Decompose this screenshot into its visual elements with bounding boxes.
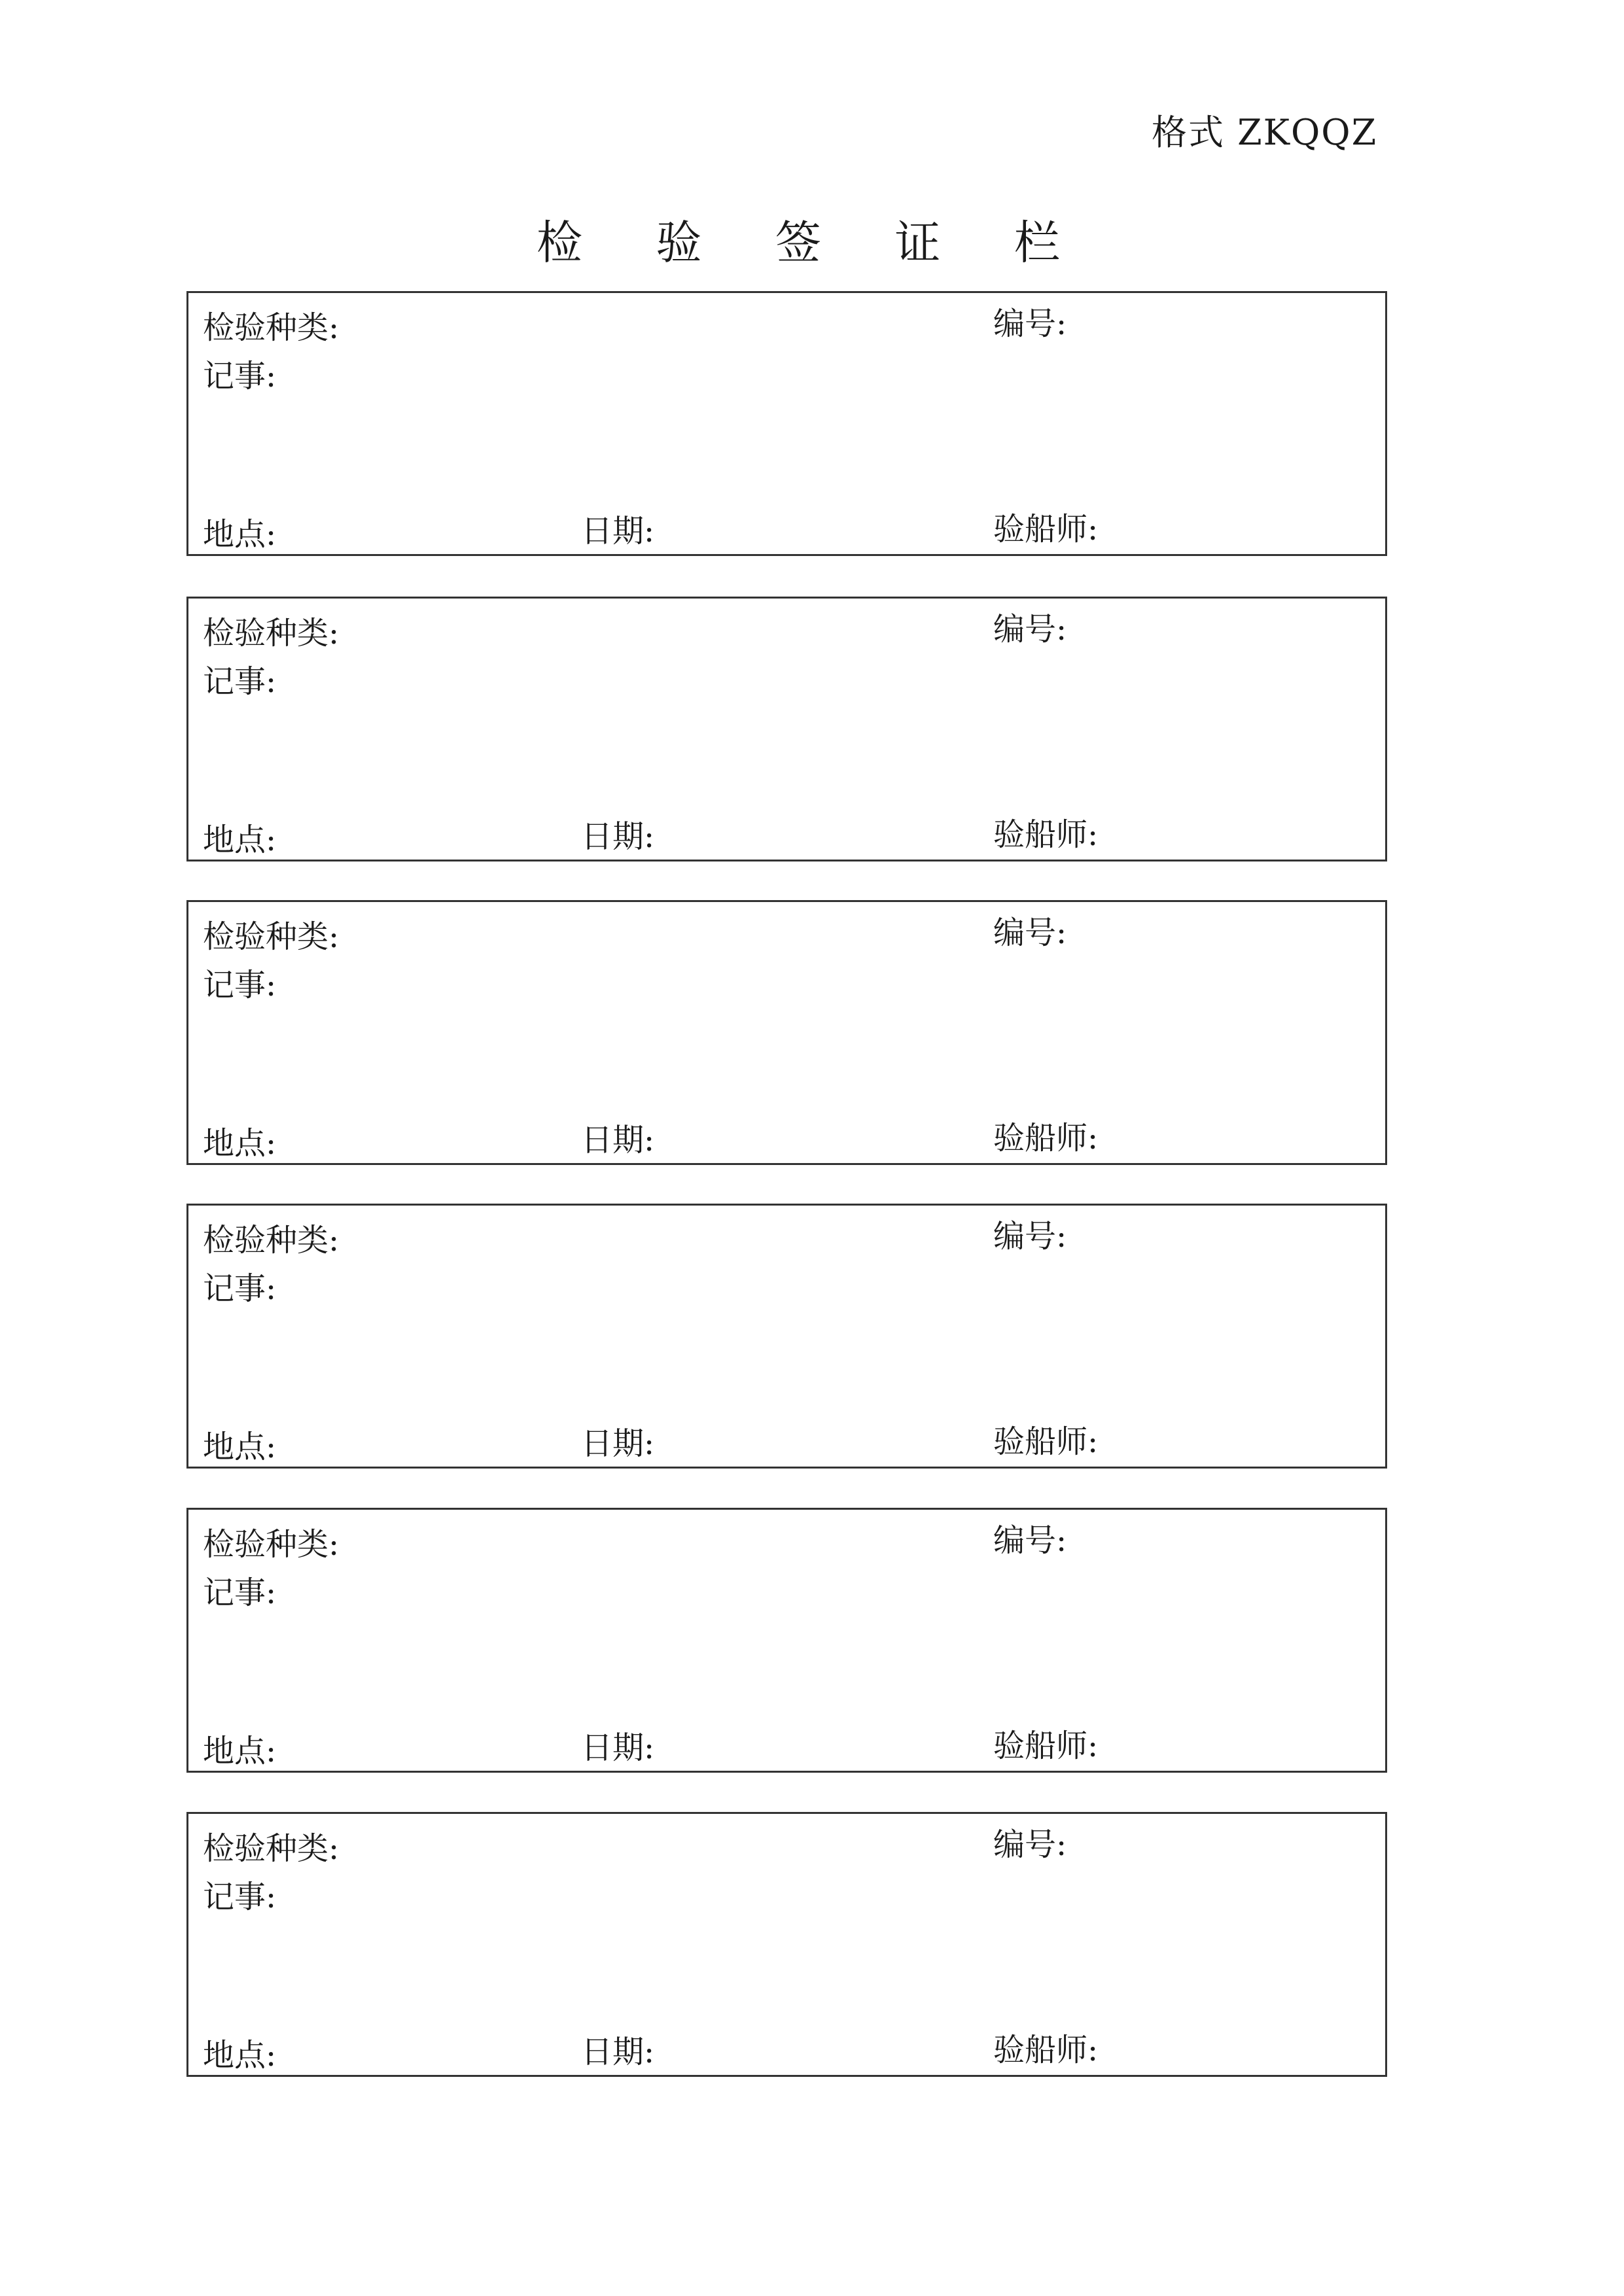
- inspection-type-label: [203, 302, 339, 347]
- inspection-type-label: [203, 608, 339, 653]
- place-label: [203, 1118, 276, 1163]
- surveyor-label: [993, 1416, 1098, 1461]
- number-label: [993, 1515, 1067, 1560]
- title-char: 签: [775, 216, 821, 270]
- date-label-text: 日期:: [581, 1730, 655, 1766]
- number-label-text: 编号:: [993, 305, 1067, 342]
- title-char: 验: [656, 216, 702, 270]
- date-label: [581, 1115, 654, 1160]
- inspection-type-label: [203, 1215, 339, 1260]
- date-label: [581, 506, 654, 551]
- date-label-text: 日期:: [581, 1122, 655, 1158]
- notes-label: [203, 351, 276, 396]
- place-label: [203, 509, 276, 554]
- inspection-box-3: [186, 900, 1387, 1165]
- number-label-text: 编号:: [993, 1522, 1067, 1559]
- inspection-type-label-text: 检验种类:: [203, 615, 340, 652]
- number-label: [993, 1211, 1067, 1256]
- surveyor-label-text: 验船师:: [993, 816, 1099, 853]
- place-label: [203, 814, 276, 860]
- surveyor-label-text: 验船师:: [993, 2032, 1099, 2068]
- surveyor-label-text: 验船师:: [993, 511, 1099, 548]
- number-label: [993, 298, 1067, 343]
- notes-label-text: 记事:: [203, 358, 277, 394]
- notes-label: [203, 656, 276, 701]
- title-char: 栏: [1014, 216, 1060, 270]
- place-label-text: 地点:: [203, 822, 277, 858]
- number-label-text: 编号:: [993, 1826, 1067, 1863]
- place-label-text: 地点:: [203, 2037, 277, 2074]
- notes-label: [203, 1871, 276, 1917]
- inspection-box-5: [186, 1508, 1387, 1773]
- number-label-text: 编号:: [993, 611, 1067, 648]
- notes-label: [203, 960, 276, 1005]
- inspection-type-label: [203, 911, 339, 956]
- inspection-type-label: [203, 1823, 339, 1868]
- place-label: [203, 1421, 276, 1467]
- date-label-text: 日期:: [581, 1425, 655, 1462]
- notes-label-text: 记事:: [203, 1270, 277, 1307]
- notes-label: [203, 1567, 276, 1612]
- inspection-box-6: [186, 1812, 1387, 2077]
- number-label: [993, 604, 1067, 649]
- surveyor-label-text: 验船师:: [993, 1120, 1099, 1157]
- number-label-text: 编号:: [993, 914, 1067, 951]
- inspection-type-label-text: 检验种类:: [203, 918, 340, 955]
- surveyor-label: [993, 504, 1098, 549]
- title-char: 证: [894, 216, 941, 270]
- date-label: [581, 1722, 654, 1767]
- notes-label-text: 记事:: [203, 1879, 277, 1915]
- place-label: [203, 1726, 276, 1771]
- inspection-type-label-text: 检验种类:: [203, 1526, 340, 1563]
- surveyor-label: [993, 1720, 1098, 1765]
- place-label-text: 地点:: [203, 1733, 277, 1769]
- place-label-text: 地点:: [203, 516, 277, 553]
- date-label: [581, 1418, 654, 1463]
- inspection-box-4: [186, 1204, 1387, 1469]
- notes-label-text: 记事:: [203, 663, 277, 700]
- inspection-type-label: [203, 1519, 339, 1564]
- inspection-box-2: [186, 597, 1387, 861]
- page-title: [537, 206, 1060, 272]
- surveyor-label-text: 验船师:: [993, 1728, 1099, 1764]
- inspection-type-label-text: 检验种类:: [203, 1830, 340, 1867]
- surveyor-label-text: 验船师:: [993, 1423, 1099, 1460]
- date-label: [581, 2026, 654, 2072]
- date-label-text: 日期:: [581, 818, 655, 855]
- format-code: 格式 ZKQQZ: [1152, 112, 1378, 153]
- notes-label-text: 记事:: [203, 967, 277, 1003]
- date-label: [581, 811, 654, 856]
- place-label-text: 地点:: [203, 1125, 277, 1162]
- date-label-text: 日期:: [581, 513, 655, 549]
- surveyor-label: [993, 809, 1098, 854]
- notes-label-text: 记事:: [203, 1574, 277, 1611]
- number-label: [993, 907, 1067, 952]
- inspection-type-label-text: 检验种类:: [203, 309, 340, 346]
- title-char: 检: [537, 216, 582, 270]
- surveyor-label: [993, 1113, 1098, 1158]
- number-label-text: 编号:: [993, 1218, 1067, 1255]
- surveyor-label: [993, 2025, 1098, 2070]
- inspection-type-label-text: 检验种类:: [203, 1222, 340, 1259]
- inspection-box-1: [186, 291, 1387, 556]
- place-label-text: 地点:: [203, 1429, 277, 1465]
- notes-label: [203, 1263, 276, 1308]
- place-label: [203, 2030, 276, 2075]
- date-label-text: 日期:: [581, 2034, 655, 2070]
- number-label: [993, 1819, 1067, 1864]
